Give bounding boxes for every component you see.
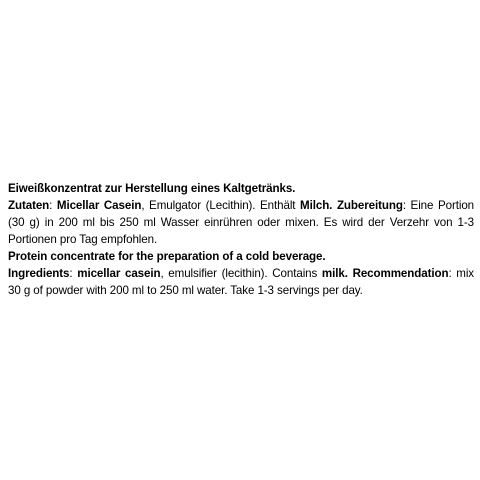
german-ingredients-rest: , Emulgator (Lecithin). Enthält	[141, 199, 301, 212]
english-ingredients-rest: , emulsifier (lecithin). Contains	[160, 267, 322, 280]
german-ingredients-label: Zutaten	[8, 199, 50, 212]
german-ingredients-sep: :	[49, 199, 57, 212]
german-allergen: Milch.	[300, 199, 333, 212]
german-prep-text: : Eine Portion (30 g) in 200 ml bis 250 ml Wasser einrühren oder mixen. Es wird der Verzehr von 1-3 Portionen pro Tag empfohlen.	[8, 199, 475, 246]
german-ingredients-paragraph	[8, 197, 474, 248]
english-rec-text: : mix 30 g of powder with 200 ml to 250 ml water. Take 1-3 servings per day.	[8, 267, 474, 297]
english-ingredients-label: Ingredients	[8, 267, 70, 280]
english-main-ingredient: micellar casein	[77, 267, 161, 280]
english-allergen: milk.	[321, 267, 348, 280]
german-title-text: Eiweißkonzentrat zur Herstellung eines Kaltgetränks.	[8, 182, 296, 195]
german-title	[8, 180, 474, 197]
english-title-text: Protein concentrate for the preparation of a cold beverage.	[8, 250, 326, 263]
english-title	[8, 248, 474, 265]
product-label-text	[8, 180, 474, 299]
german-main-ingredient: Micellar Casein	[56, 199, 142, 212]
english-rec-label: Recommendation	[352, 267, 449, 280]
german-prep-label: Zubereitung	[336, 199, 403, 212]
english-ingredients-paragraph	[8, 265, 474, 299]
english-ingredients-sep: :	[69, 267, 78, 280]
